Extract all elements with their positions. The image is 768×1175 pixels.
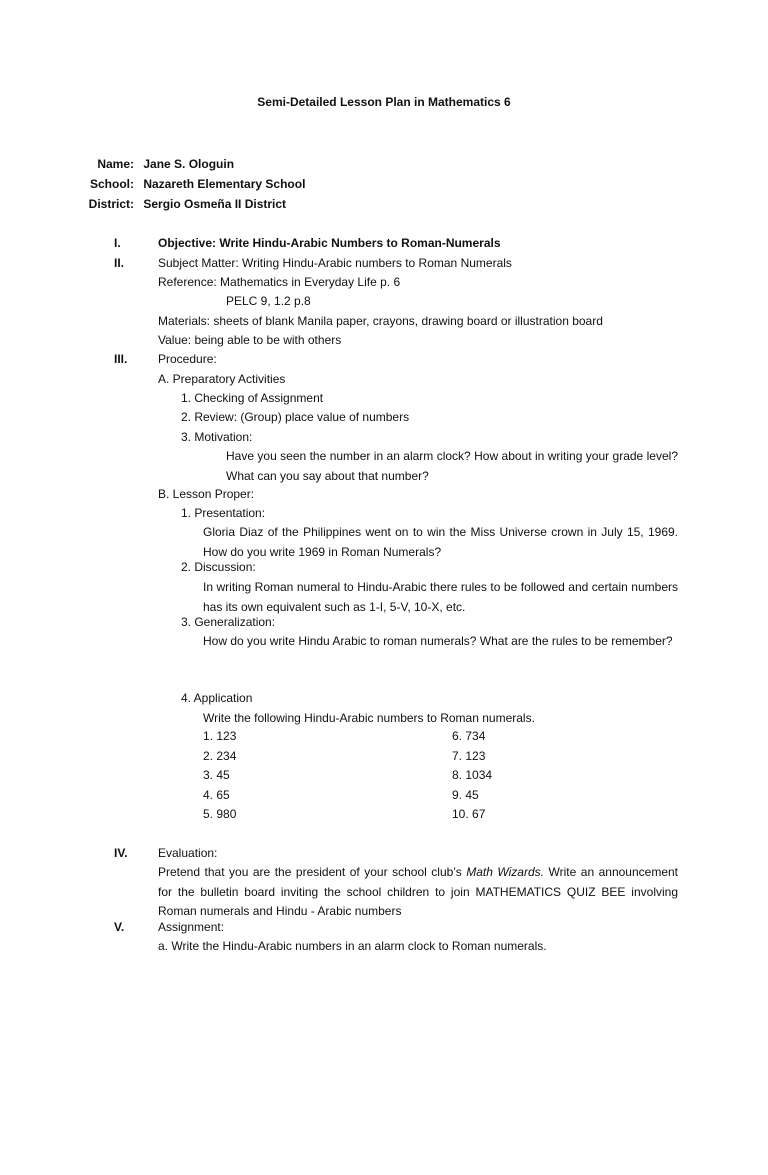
list-item: 3. Generalization: bbox=[181, 615, 276, 629]
school-value: Nazareth Elementary School bbox=[143, 177, 306, 191]
exercise-item: 4. 65 bbox=[203, 788, 230, 802]
list-item: 3. Motivation: bbox=[181, 430, 253, 444]
reference: Reference: Mathematics in Everyday Life p. 6 bbox=[158, 275, 401, 289]
pelc: PELC 9, 1.2 p.8 bbox=[226, 294, 311, 308]
exercise-item: 10. 67 bbox=[452, 807, 486, 821]
exercise-item: 2. 234 bbox=[203, 749, 237, 763]
school-label: School: bbox=[90, 177, 134, 191]
preparatory-activities: A. Preparatory Activities bbox=[158, 372, 286, 386]
name-label: Name: bbox=[97, 157, 134, 171]
procedure-label: Procedure: bbox=[158, 352, 217, 366]
assignment-item: a. Write the Hindu-Arabic numbers in an alarm clock to Roman numerals. bbox=[158, 939, 547, 953]
list-item: 1. Presentation: bbox=[181, 506, 266, 520]
evaluation-text-start: Pretend that you are the president of your school club’s bbox=[158, 865, 467, 879]
assignment-label: Assignment: bbox=[158, 920, 225, 934]
section-1-number: I. bbox=[114, 236, 121, 250]
section-2-number: II. bbox=[114, 256, 125, 270]
section-3-number: III. bbox=[114, 352, 128, 366]
exercise-item: 7. 123 bbox=[452, 749, 486, 763]
evaluation-text-end: Write an announcement for the bulletin board inviting the school children to join MATHEMATICS QUIZ BEE involving Roman numerals and Hindu - Arabic numbers bbox=[158, 865, 679, 918]
district-value: Sergio Osmeña II District bbox=[143, 197, 287, 211]
discussion-text: In writing Roman numeral to Hindu-Arabic there rules to be followed and certain numbers has its own equivalent such as 1-I, 5-V, 10-X, etc. bbox=[203, 580, 678, 614]
lesson-proper: B. Lesson Proper: bbox=[158, 487, 255, 501]
district-label: District: bbox=[88, 197, 134, 211]
exercise-item: 6. 734 bbox=[452, 729, 486, 743]
name-row bbox=[88, 155, 234, 175]
exercise-item: 3. 45 bbox=[203, 768, 230, 782]
motivation-text: Have you seen the number in an alarm clock? How about in writing your grade level? What can you say about that number? bbox=[226, 449, 678, 483]
name-value: Jane S. Ologuin bbox=[143, 157, 235, 171]
materials: Materials: sheets of blank Manila paper, crayons, drawing board or illustration board bbox=[158, 314, 603, 328]
exercise-item: 1. 123 bbox=[203, 729, 237, 743]
objective: Objective: Write Hindu-Arabic Numbers to Roman-Numerals bbox=[158, 236, 501, 250]
evaluation-label: Evaluation: bbox=[158, 846, 218, 860]
exercise-item: 5. 980 bbox=[203, 807, 237, 821]
exercise-item: 9. 45 bbox=[452, 788, 479, 802]
page-title: Semi-Detailed Lesson Plan in Mathematics 6 bbox=[257, 95, 511, 109]
generalization-text: How do you write Hindu Arabic to roman numerals? What are the rules to be remember? bbox=[203, 634, 673, 648]
school-row bbox=[88, 175, 305, 195]
list-item: 1. Checking of Assignment bbox=[181, 391, 324, 405]
list-item: 4. Application bbox=[181, 691, 253, 705]
subject-matter: Subject Matter: Writing Hindu-Arabic numbers to Roman Numerals bbox=[158, 256, 512, 270]
value: Value: being able to be with others bbox=[158, 333, 342, 347]
section-5-number: V. bbox=[114, 920, 125, 934]
evaluation-text bbox=[158, 863, 678, 922]
club-name: Math Wizards. bbox=[466, 865, 544, 879]
district-row bbox=[88, 195, 286, 215]
section-4-number: IV. bbox=[114, 846, 128, 860]
list-item: 2. Discussion: bbox=[181, 560, 256, 574]
application-text: Write the following Hindu-Arabic numbers to Roman numerals. bbox=[203, 711, 535, 725]
exercise-item: 8. 1034 bbox=[452, 768, 493, 782]
list-item: 2. Review: (Group) place value of numbers bbox=[181, 410, 410, 424]
presentation-text: Gloria Diaz of the Philippines went on to win the Miss Universe crown in July 15, 1969. How do you write 1969 in Roman Numerals? bbox=[203, 525, 678, 559]
